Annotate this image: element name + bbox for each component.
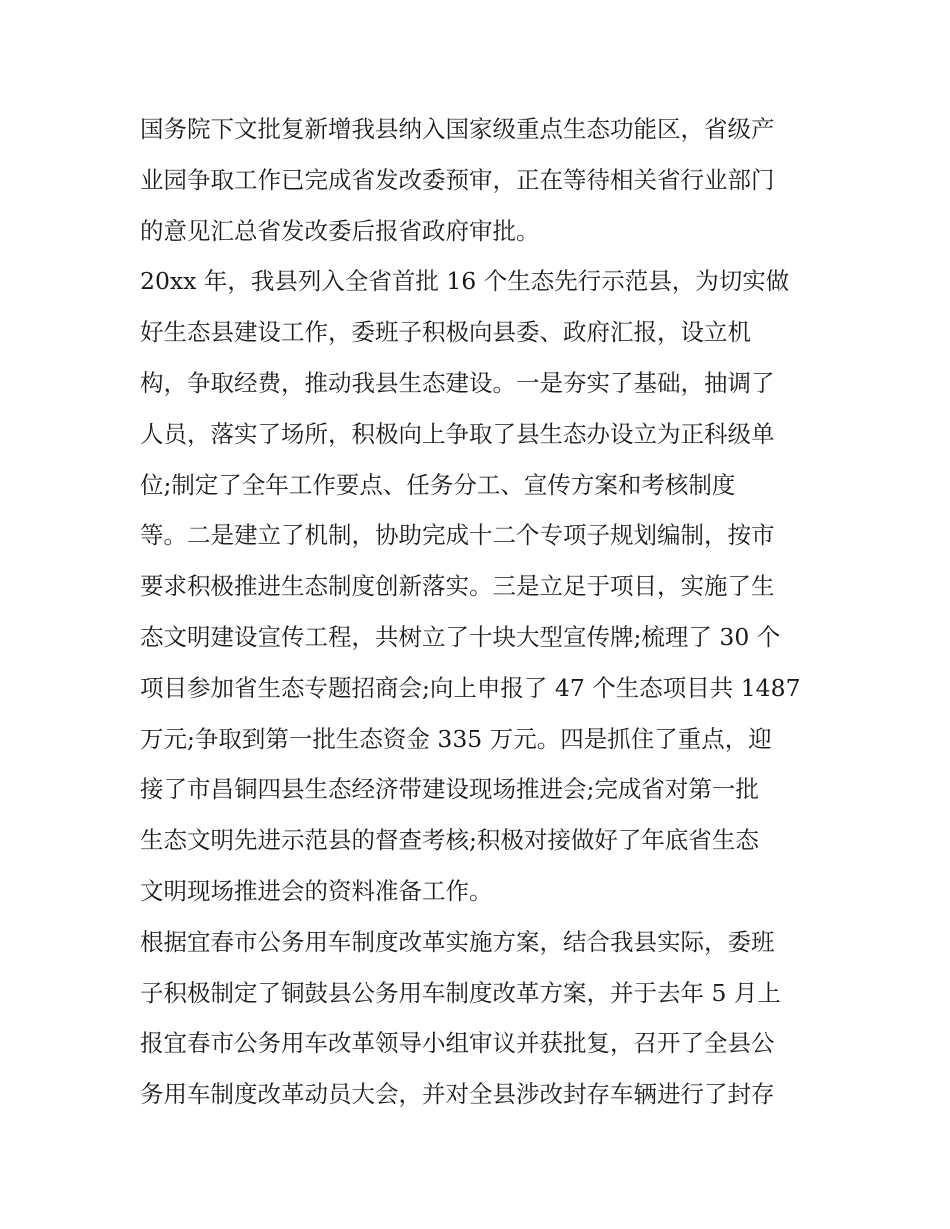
- text-line: 根据宜春市公务用车制度改革实施方案，结合我县实际，委班: [140, 927, 775, 956]
- text-line: 等。二是建立了机制，协助完成十二个专项子规划编制，按市: [140, 521, 775, 550]
- text-line: 态文明建设宣传工程，共树立了十块大型宣传牌;梳理了 30 个: [140, 622, 781, 651]
- text-line: 20xx 年，我县列入全省首批 16 个生态先行示范县，为切实做: [140, 267, 790, 296]
- text-line: 的意见汇总省发改委后报省政府审批。: [140, 216, 540, 245]
- text-line: 好生态县建设工作，委班子积极向县委、政府汇报，设立机: [140, 318, 751, 347]
- text-line: 项目参加省生态专题招商会;向上申报了 47 个生态项目共 1487: [140, 673, 801, 702]
- text-line: 万元;争取到第一批生态资金 335 万元。四是抓住了重点，迎: [140, 724, 772, 753]
- text-line: 报宜春市公务用车改革领导小组审议并获批复，召开了全县公: [140, 1029, 775, 1058]
- body-text: [140, 104, 830, 1120]
- text-line: 文明现场推进会的资料准备工作。: [140, 876, 493, 905]
- text-line: 接了市昌铜四县生态经济带建设现场推进会;完成省对第一批: [140, 775, 759, 804]
- text-line: 务用车制度改革动员大会，并对全县涉改封存车辆进行了封存: [140, 1080, 775, 1109]
- text-line: 子积极制定了铜鼓县公务用车制度改革方案，并于去年 5 月上: [140, 978, 781, 1007]
- text-line: 构，争取经费，推动我县生态建设。一是夯实了基础，抽调了: [140, 368, 775, 397]
- text-line: 国务院下文批复新增我县纳入国家级重点生态功能区，省级产: [140, 115, 775, 143]
- text-line: 人员，落实了场所，积极向上争取了县生态办设立为正科级单: [140, 419, 775, 448]
- text-line: 要求积极推进生态制度创新落实。三是立足于项目，实施了生: [140, 572, 775, 601]
- text-line: 生态文明先进示范县的督查考核;积极对接做好了年底省生态: [140, 826, 759, 855]
- text-line: 位;制定了全年工作要点、任务分工、宣传方案和考核制度: [140, 470, 736, 499]
- text-line: 业园争取工作已完成省发改委预审，正在等待相关省行业部门: [140, 165, 775, 194]
